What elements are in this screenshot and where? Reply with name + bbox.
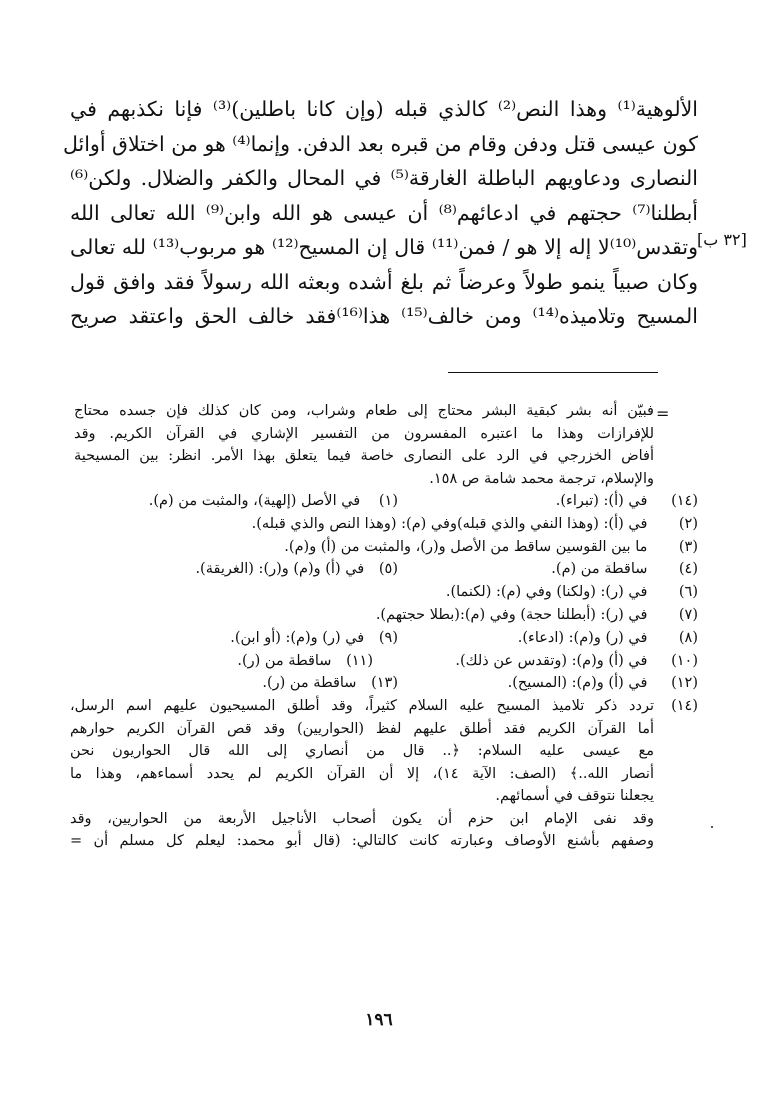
footnote-number: (٢) (678, 515, 698, 532)
footnote-line: للإفرازات وهذا ما اعتبره المفسرون من التفسير الإشاري في القرآن الكريم. وقد (74, 425, 654, 442)
footnote-line: والإسلام، ترجمة محمد شامة ص ١٥٨. (429, 470, 654, 487)
main-line: الألوهية⁽¹⁾ وهذا النص⁽²⁾ كالذي قبله (وإن كانا باطلين)⁽³⁾ فإنا نكذبهم في (70, 97, 698, 121)
footnote-line: وصفهم بأشنع الأوصاف وعبارته كانت كالتالي: (قال أبو محمد: ليعلم كل مسلم أن = (70, 833, 654, 850)
footnote-text: في (أ): (وهذا النفي والذي قبله)وفي (م): (وهذا النص والذي قبله). (251, 515, 648, 532)
footnote-number: (٤) (678, 561, 698, 578)
footnote-text: في (أ) و(م): (وتقدس عن ذلك). (455, 652, 648, 669)
main-text (63, 92, 699, 334)
footnote-separator (448, 372, 658, 373)
footnote-line: تردد ذكر تلاميذ المسيح عليه السلام كثيراً، وقد أطلق المسيحيون عليهم اسم الرسل، (70, 698, 654, 715)
footnote-text: ما بين القوسين ساقط من الأصل و(ر)، والمثبت من (أ) و(م). (284, 538, 648, 555)
footnote-row (70, 604, 698, 627)
main-line: وتقدس⁽¹⁰⁾لا إله إلا هو / فمن⁽¹¹⁾ قال إن المسيح⁽¹²⁾ هو مربوب⁽¹³⁾ لله تعالى (70, 235, 699, 259)
footnote-row (70, 650, 698, 673)
footnote-line: وقد نفى الإمام ابن حزم أن يكون أصحاب الأناجيل الأربعة من الحواريين، وقد (70, 810, 654, 827)
stray-mark (711, 826, 713, 828)
footnote-row (70, 627, 698, 650)
footnote-line: يجعلنا نتوقف في أسمائهم. (495, 788, 654, 805)
footnote-line: فبيّن أنه بشر كبقية البشر محتاج إلى طعام وشراب، ومن كان كذلك فإن جسده محتاج (74, 403, 654, 419)
continued-footnote (74, 400, 654, 490)
page-number: ١٩٦ (365, 1010, 393, 1030)
footnote-number: (٣) (678, 538, 698, 555)
footnote-text: ساقطة من (ر). (262, 675, 357, 692)
footnote-row (70, 558, 698, 581)
footnote-text: ساقطة من (ر). (237, 652, 332, 669)
footnote-text: في (أ) و(م) و(ر): (الغريقة). (195, 561, 365, 578)
footnote-number: (١٠) (671, 652, 698, 669)
footnote-row (70, 581, 698, 604)
footnote-text: في (ر) و(م): (ادعاء). (517, 629, 648, 646)
footnote-text: في (أ): (تبراء). (555, 493, 648, 509)
footnote-row (70, 513, 698, 536)
footnote-number: (٥) (378, 561, 398, 578)
footnote-number: (١٤) (671, 698, 698, 715)
footnote-number: (١) (378, 493, 398, 509)
footnote-line: أفاض الخزرجي في الرد على النصارى خاصة فيما يتعلق بهذا الأمر. انظر: بين المسيحية (74, 448, 654, 464)
main-line: النصارى ودعاويهم الباطلة الغارقة⁽⁵⁾ في المحال والكفر والضلال. ولكن⁽⁶⁾ (70, 166, 698, 190)
folio-margin-note: [٣٢ ب] (697, 230, 747, 249)
long-footnote (70, 695, 654, 853)
footnote-number: (١٤) (671, 493, 698, 509)
footnote-line: أما القرآن الكريم فقد أطلق عليهم لفظ (الحواريين) وقد قص القرآن الكريم حوارهم (70, 720, 654, 737)
footnote-number: (١٢) (671, 675, 698, 692)
footnote-text: في الأصل (إلهية)، والمثبت من (م). (148, 493, 361, 509)
footnote-line: مع عيسى عليه السلام: ﴿.. قال من أنصاري إلى الله قال الحواريون نحن (70, 743, 654, 760)
footnote-line: أنصار الله..﴾ (الصف: الآية ١٤)، إلا أن القرآن الكريم لم يحدد أسماءهم، وهذا ما (70, 765, 654, 782)
footnote-text: في (أ) و(م): (المسيح). (507, 675, 648, 692)
footnote-row (70, 536, 698, 559)
footnote-text: في (ر) و(م): (أو ابن). (230, 629, 365, 646)
footnote-text: في (ر): (ولكنا) وفي (م): (لكنما). (445, 584, 648, 601)
footnote-row (70, 490, 698, 513)
footnote-number: (١٣) (371, 675, 398, 692)
footnote-row (70, 695, 698, 718)
main-line: كون عيسى قتل ودفن وقام من قبره بعد الدفن. وإنما⁽⁴⁾ هو من اختلاق أوائل (63, 131, 698, 156)
footnote-row (70, 672, 698, 695)
footnote-number: (٧) (678, 606, 698, 623)
footnote-number: (٦) (678, 584, 698, 601)
main-line: أبطلنا⁽⁷⁾ حجتهم في ادعائهم⁽⁸⁾ أن عيسى هو الله وابن⁽⁹⁾ الله تعالى الله (70, 200, 698, 225)
main-line: وكان صبياً ينمو طولاً وعرضاً ثم بلغ أشده وبعثه الله رسولاً فقد وافق قول (70, 269, 698, 294)
footnote-list (70, 490, 698, 695)
footnote-text: في (ر): (أبطلنا حجة) وفي (م):(بطلا حجتهم). (375, 606, 648, 623)
continuation-marker: = (656, 404, 670, 423)
footnote-number: (١١) (346, 652, 373, 669)
footnotes (70, 400, 698, 853)
footnote-number: (٩) (378, 629, 398, 646)
main-line: المسيح وتلاميذه⁽¹⁴⁾ ومن خالف⁽¹⁵⁾ هذا⁽¹⁶⁾فقد خالف الحق واعتقد صريح (70, 304, 698, 328)
footnote-text: ساقطة من (م). (551, 561, 648, 578)
footnote-number: (٨) (678, 629, 698, 646)
